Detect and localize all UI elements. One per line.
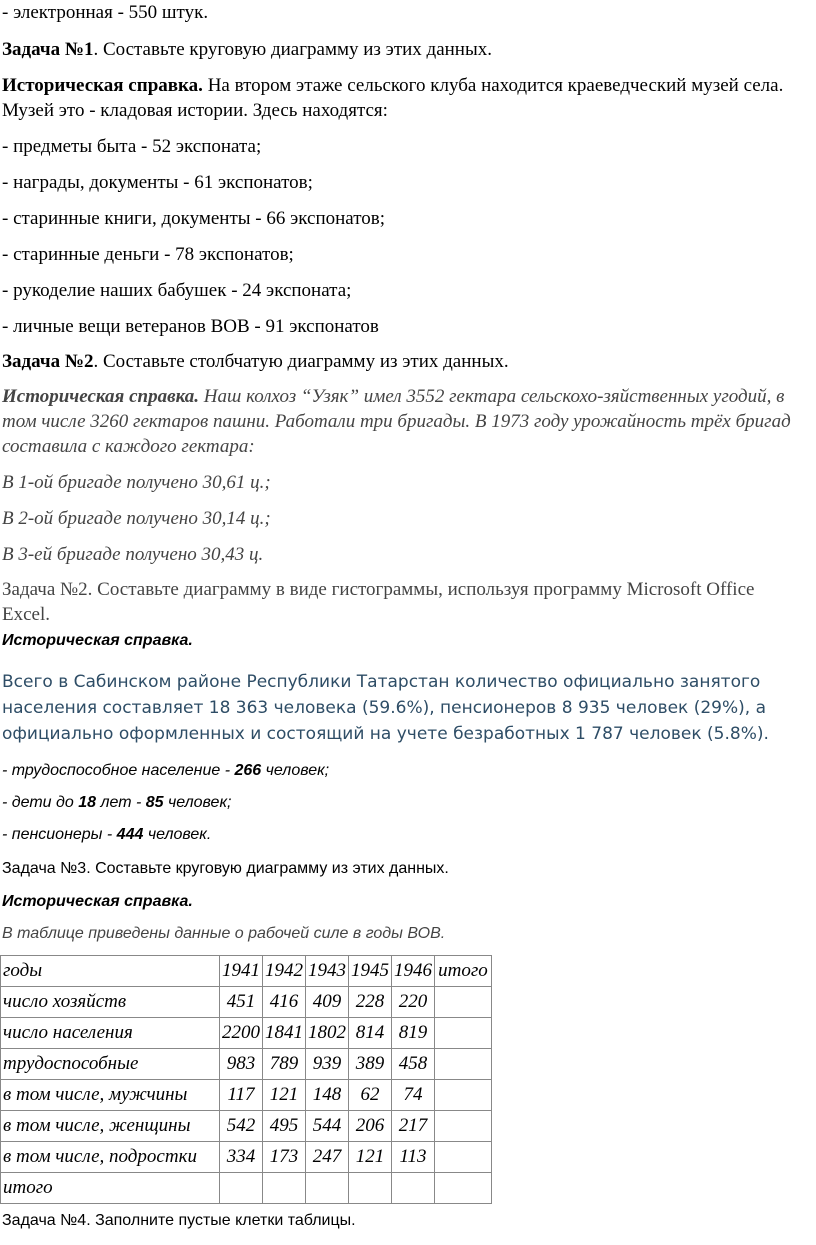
population-line: - трудоспособное население - 266 человек; xyxy=(2,762,330,779)
museum-item: - награды, документы - 61 экспонатов; xyxy=(2,172,313,193)
museum-item: - рукоделие наших бабушек - 24 экспоната; xyxy=(2,280,352,301)
reference3-label: Историческая справка. xyxy=(2,632,193,649)
table-cell: 544 xyxy=(306,1111,349,1142)
museum-reference-text: На втором этаже сельского клуба находится краеведческий музей села. Музей это - кладовая истории. Здесь находятся: xyxy=(2,75,784,121)
table-row xyxy=(1,1049,492,1080)
table-cell: 939 xyxy=(306,1049,349,1080)
table-cell: 1802 xyxy=(306,1018,349,1049)
kolkhoz-reference-label: Историческая справка. xyxy=(2,386,199,407)
task2-text: . Составьте столбчатую диаграмму из этих данных. xyxy=(93,351,509,372)
table-cell: 1941 xyxy=(220,956,263,987)
task2-label: Задача №2 xyxy=(2,351,94,372)
table-cell: 1942 xyxy=(263,956,306,987)
brigade-line: В 2-ой бригаде получено 30,14 ц.; xyxy=(2,508,271,529)
table-cell: 334 xyxy=(220,1142,263,1173)
table-cell: 1946 xyxy=(392,956,435,987)
museum-item: - старинные книги, документы - 66 экспонатов; xyxy=(2,208,386,229)
brigade-line: В 1-ой бригаде получено 30,61 ц.; xyxy=(2,472,271,493)
task1-line xyxy=(2,37,492,62)
table-cell: 62 xyxy=(349,1080,392,1111)
task2-line xyxy=(2,349,509,374)
table-cell: 389 xyxy=(349,1049,392,1080)
museum-reference xyxy=(2,73,802,123)
table-cell: 113 xyxy=(392,1142,435,1173)
task3-line: Задача №3. Составьте круговую диаграмму из этих данных. xyxy=(2,860,449,877)
table-cell: 451 xyxy=(220,987,263,1018)
task4-line: Задача №4. Заполните пустые клетки таблицы. xyxy=(2,1212,356,1229)
table-cell: 121 xyxy=(263,1080,306,1111)
table-intro: В таблице приведены данные о рабочей силе в годы ВОВ. xyxy=(2,925,446,942)
electronic-count-line: - электронная - 550 штук. xyxy=(2,2,209,23)
table-cell: 789 xyxy=(263,1049,306,1080)
table-cell: 247 xyxy=(306,1142,349,1173)
table-cell: 495 xyxy=(263,1111,306,1142)
museum-item: - старинные деньги - 78 экспонатов; xyxy=(2,244,294,265)
museum-reference-label: Историческая справка. xyxy=(2,75,203,96)
population-line: - дети до 18 лет - 85 человек; xyxy=(2,794,232,811)
table-cell: 173 xyxy=(263,1142,306,1173)
table-cell: в том числе, подростки xyxy=(1,1142,220,1173)
table-row xyxy=(1,1142,492,1173)
table-cell: 117 xyxy=(220,1080,263,1111)
table-cell: 206 xyxy=(349,1111,392,1142)
labor-force-table xyxy=(0,955,492,1204)
table-cell xyxy=(349,1173,392,1204)
table-cell: годы xyxy=(1,956,220,987)
table-cell: 983 xyxy=(220,1049,263,1080)
table-cell: 416 xyxy=(263,987,306,1018)
kolkhoz-reference-text: Наш колхоз “Узяк” имел 3552 гектара сельскохо-зяйственных угодий, в том числе 3260 гектаров пашни. Работали три бригады. В 1973 году урожайность трёх бригад составила с каждого гектара: xyxy=(2,386,791,457)
table-cell xyxy=(263,1173,306,1204)
table-cell: число хозяйств xyxy=(1,987,220,1018)
table-cell xyxy=(435,1111,492,1142)
table-row xyxy=(1,1018,492,1049)
table-cell: 220 xyxy=(392,987,435,1018)
table-cell: 542 xyxy=(220,1111,263,1142)
table-cell: итого xyxy=(435,956,492,987)
brigade-line: В 3-ей бригаде получено 30,43 ц. xyxy=(2,544,264,565)
table-cell xyxy=(435,1080,492,1111)
table-cell xyxy=(435,1018,492,1049)
table-cell: в том числе, женщины xyxy=(1,1111,220,1142)
table-cell: 228 xyxy=(349,987,392,1018)
population-line: - пенсионеры - 444 человек. xyxy=(2,826,212,843)
table-cell: 409 xyxy=(306,987,349,1018)
table-cell xyxy=(435,987,492,1018)
table-cell xyxy=(435,1142,492,1173)
table-cell: 148 xyxy=(306,1080,349,1111)
task2-excel-line: Задача №2. Составьте диаграмму в виде гистограммы, используя программу Microsoft Office Excel. xyxy=(2,579,755,625)
table-row xyxy=(1,987,492,1018)
table-header-row xyxy=(1,956,492,987)
task1-label: Задача №1 xyxy=(2,39,94,60)
table-cell: трудоспособные xyxy=(1,1049,220,1080)
table-cell: 74 xyxy=(392,1080,435,1111)
table-cell: 217 xyxy=(392,1111,435,1142)
sabinsk-paragraph: Всего в Сабинском районе Республики Татарстан количество официально занятого населения составляет 18 363 человека (59.6%), пенсионеров 8 935 человек (29%), а официально оформленных и состоящий на учете безработных 1 787 человек (5.8%). xyxy=(2,672,769,744)
museum-item: - личные вещи ветеранов ВОВ - 91 экспонатов xyxy=(2,316,379,337)
table-cell xyxy=(220,1173,263,1204)
table-cell: итого xyxy=(1,1173,220,1204)
table-cell xyxy=(435,1049,492,1080)
table-cell: 1943 xyxy=(306,956,349,987)
task1-text: . Составьте круговую диаграмму из этих данных. xyxy=(93,39,492,60)
table-row xyxy=(1,1080,492,1111)
table-cell xyxy=(435,1173,492,1204)
table-cell: число населения xyxy=(1,1018,220,1049)
table-cell: 2200 xyxy=(220,1018,263,1049)
table-cell: 121 xyxy=(349,1142,392,1173)
table-cell: 458 xyxy=(392,1049,435,1080)
reference4-label: Историческая справка. xyxy=(2,893,193,910)
table-cell: 1841 xyxy=(263,1018,306,1049)
museum-item: - предметы быта - 52 экспоната; xyxy=(2,136,262,157)
kolkhoz-reference xyxy=(2,384,802,459)
table-cell: 814 xyxy=(349,1018,392,1049)
table-row xyxy=(1,1173,492,1204)
table-cell: 1945 xyxy=(349,956,392,987)
table-cell xyxy=(392,1173,435,1204)
table-cell xyxy=(306,1173,349,1204)
table-cell: в том числе, мужчины xyxy=(1,1080,220,1111)
table-row xyxy=(1,1111,492,1142)
table-cell: 819 xyxy=(392,1018,435,1049)
